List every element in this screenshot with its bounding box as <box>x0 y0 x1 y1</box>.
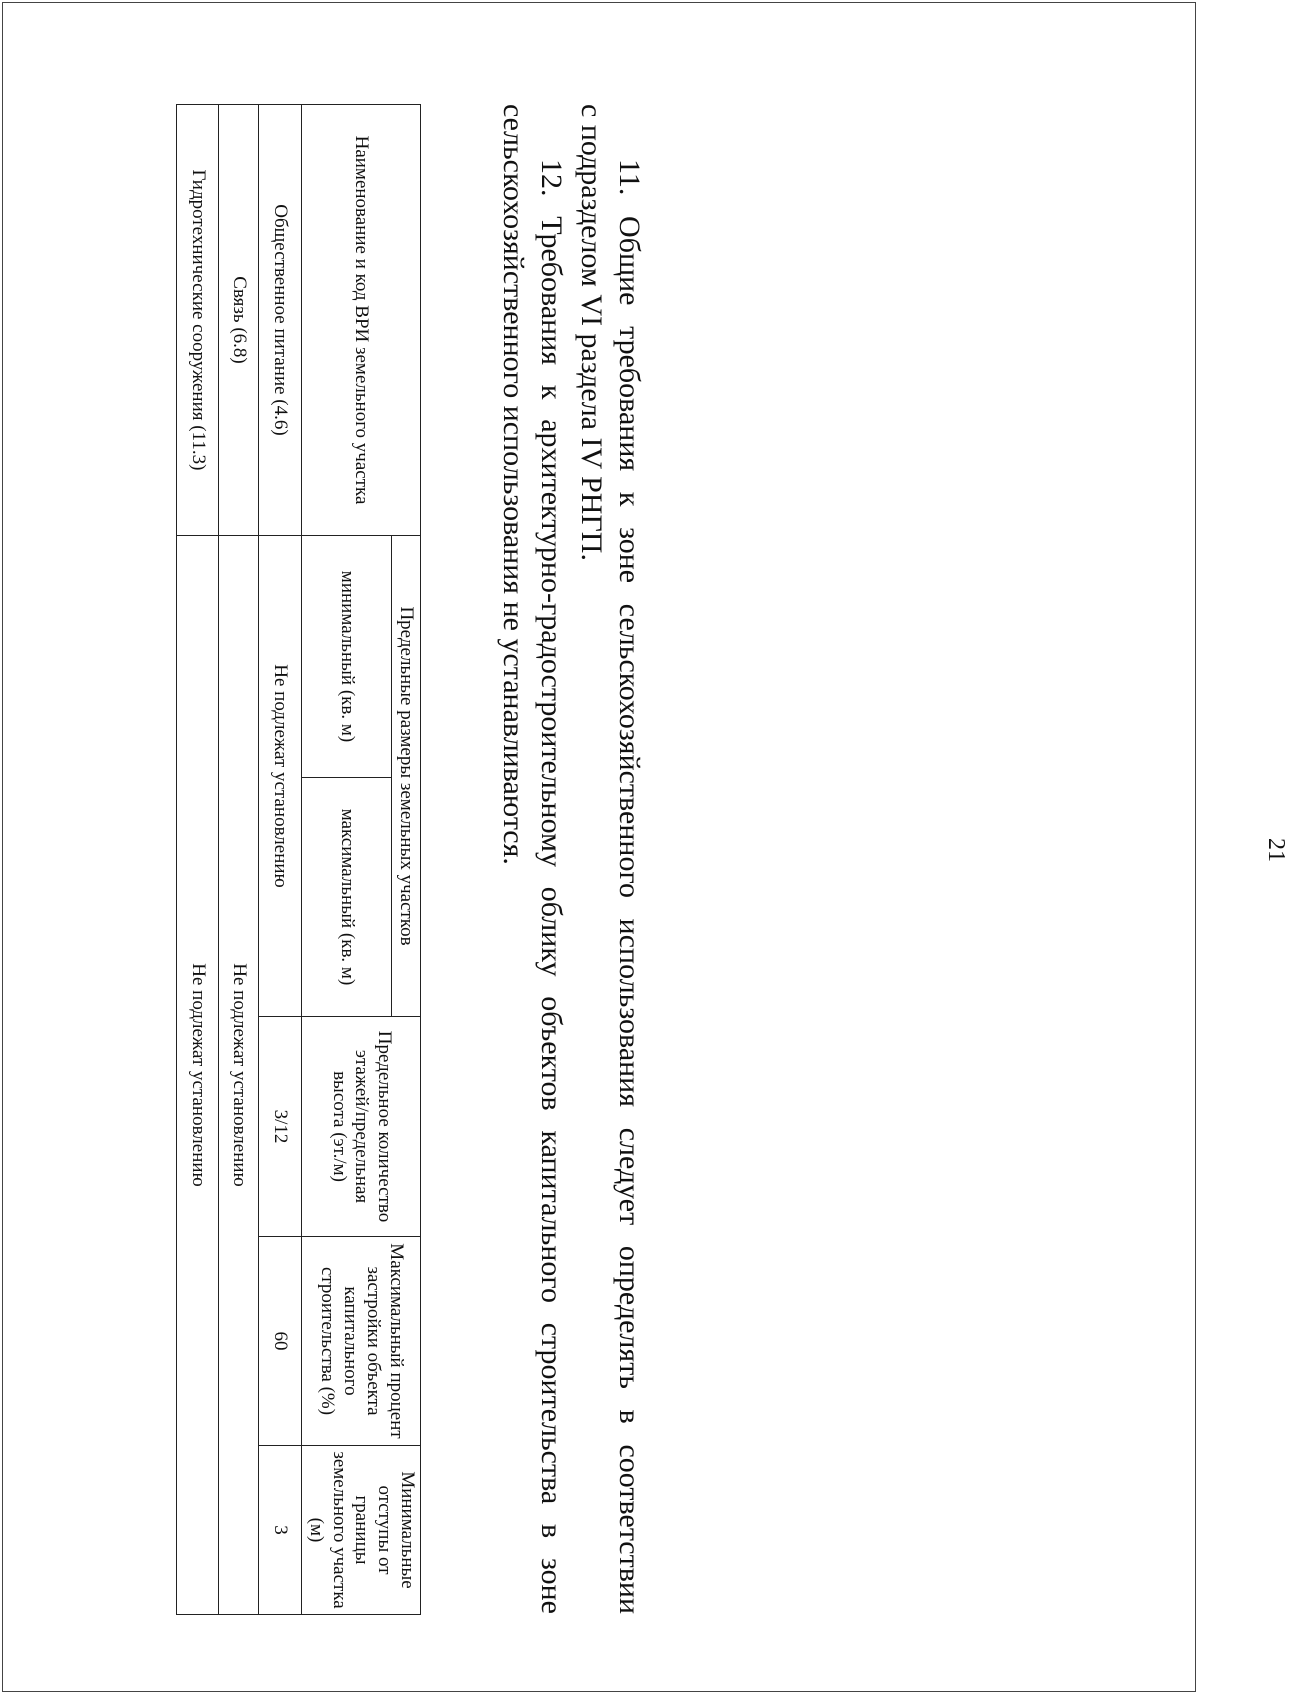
row-name: Гидротехнические сооружения (11.3) <box>177 105 219 536</box>
row-not-set: Не подлежат установлению <box>219 536 259 1615</box>
paragraph-12-line-2: сельскохозяйственного использования не устанавливаются. <box>497 104 530 865</box>
paragraph-11-line-2: с подразделом VI раздела IV РНГП. <box>575 104 608 561</box>
header-name-code: Наименование и код ВРИ земельного участка <box>302 105 421 536</box>
row-sizes: Не подлежат установлению <box>259 536 302 1017</box>
table-row <box>259 105 302 1615</box>
header-plot-sizes: Предельные размеры земельных участков <box>391 536 420 1017</box>
page-number: 21 <box>1263 838 1289 862</box>
table-row <box>219 105 259 1615</box>
row-floors: 3/12 <box>259 1017 302 1237</box>
row-setback: 3 <box>259 1446 302 1615</box>
header-floors-height: Предельное количество этажей/предельная высота (эт./м) <box>302 1017 421 1237</box>
row-not-set: Не подлежат установлению <box>177 536 219 1615</box>
paragraph-11-line-1: 11. Общие требования к зоне сельскохозяйственного использования следует определять в соответствии <box>613 159 646 1614</box>
header-min-setback: Минимальные отступы от границы земельного участка (м) <box>302 1446 421 1615</box>
row-name: Общественное питание (4.6) <box>259 105 302 536</box>
table-header-row <box>391 105 420 1615</box>
paragraph-12-line-1: 12. Требования к архитектурно-градостроительному облику объектов капитального строительства в зоне <box>535 159 568 1614</box>
row-name: Связь (6.8) <box>219 105 259 536</box>
zoning-parameters-table <box>176 104 421 1615</box>
header-min-size: минимальный (кв. м) <box>302 536 392 778</box>
header-max-coverage: Максимальный процент застройки объекта капитального строительства (%) <box>302 1237 421 1446</box>
table-row <box>177 105 219 1615</box>
header-max-size: максимальный (кв. м) <box>302 778 392 1017</box>
row-coverage: 60 <box>259 1237 302 1446</box>
